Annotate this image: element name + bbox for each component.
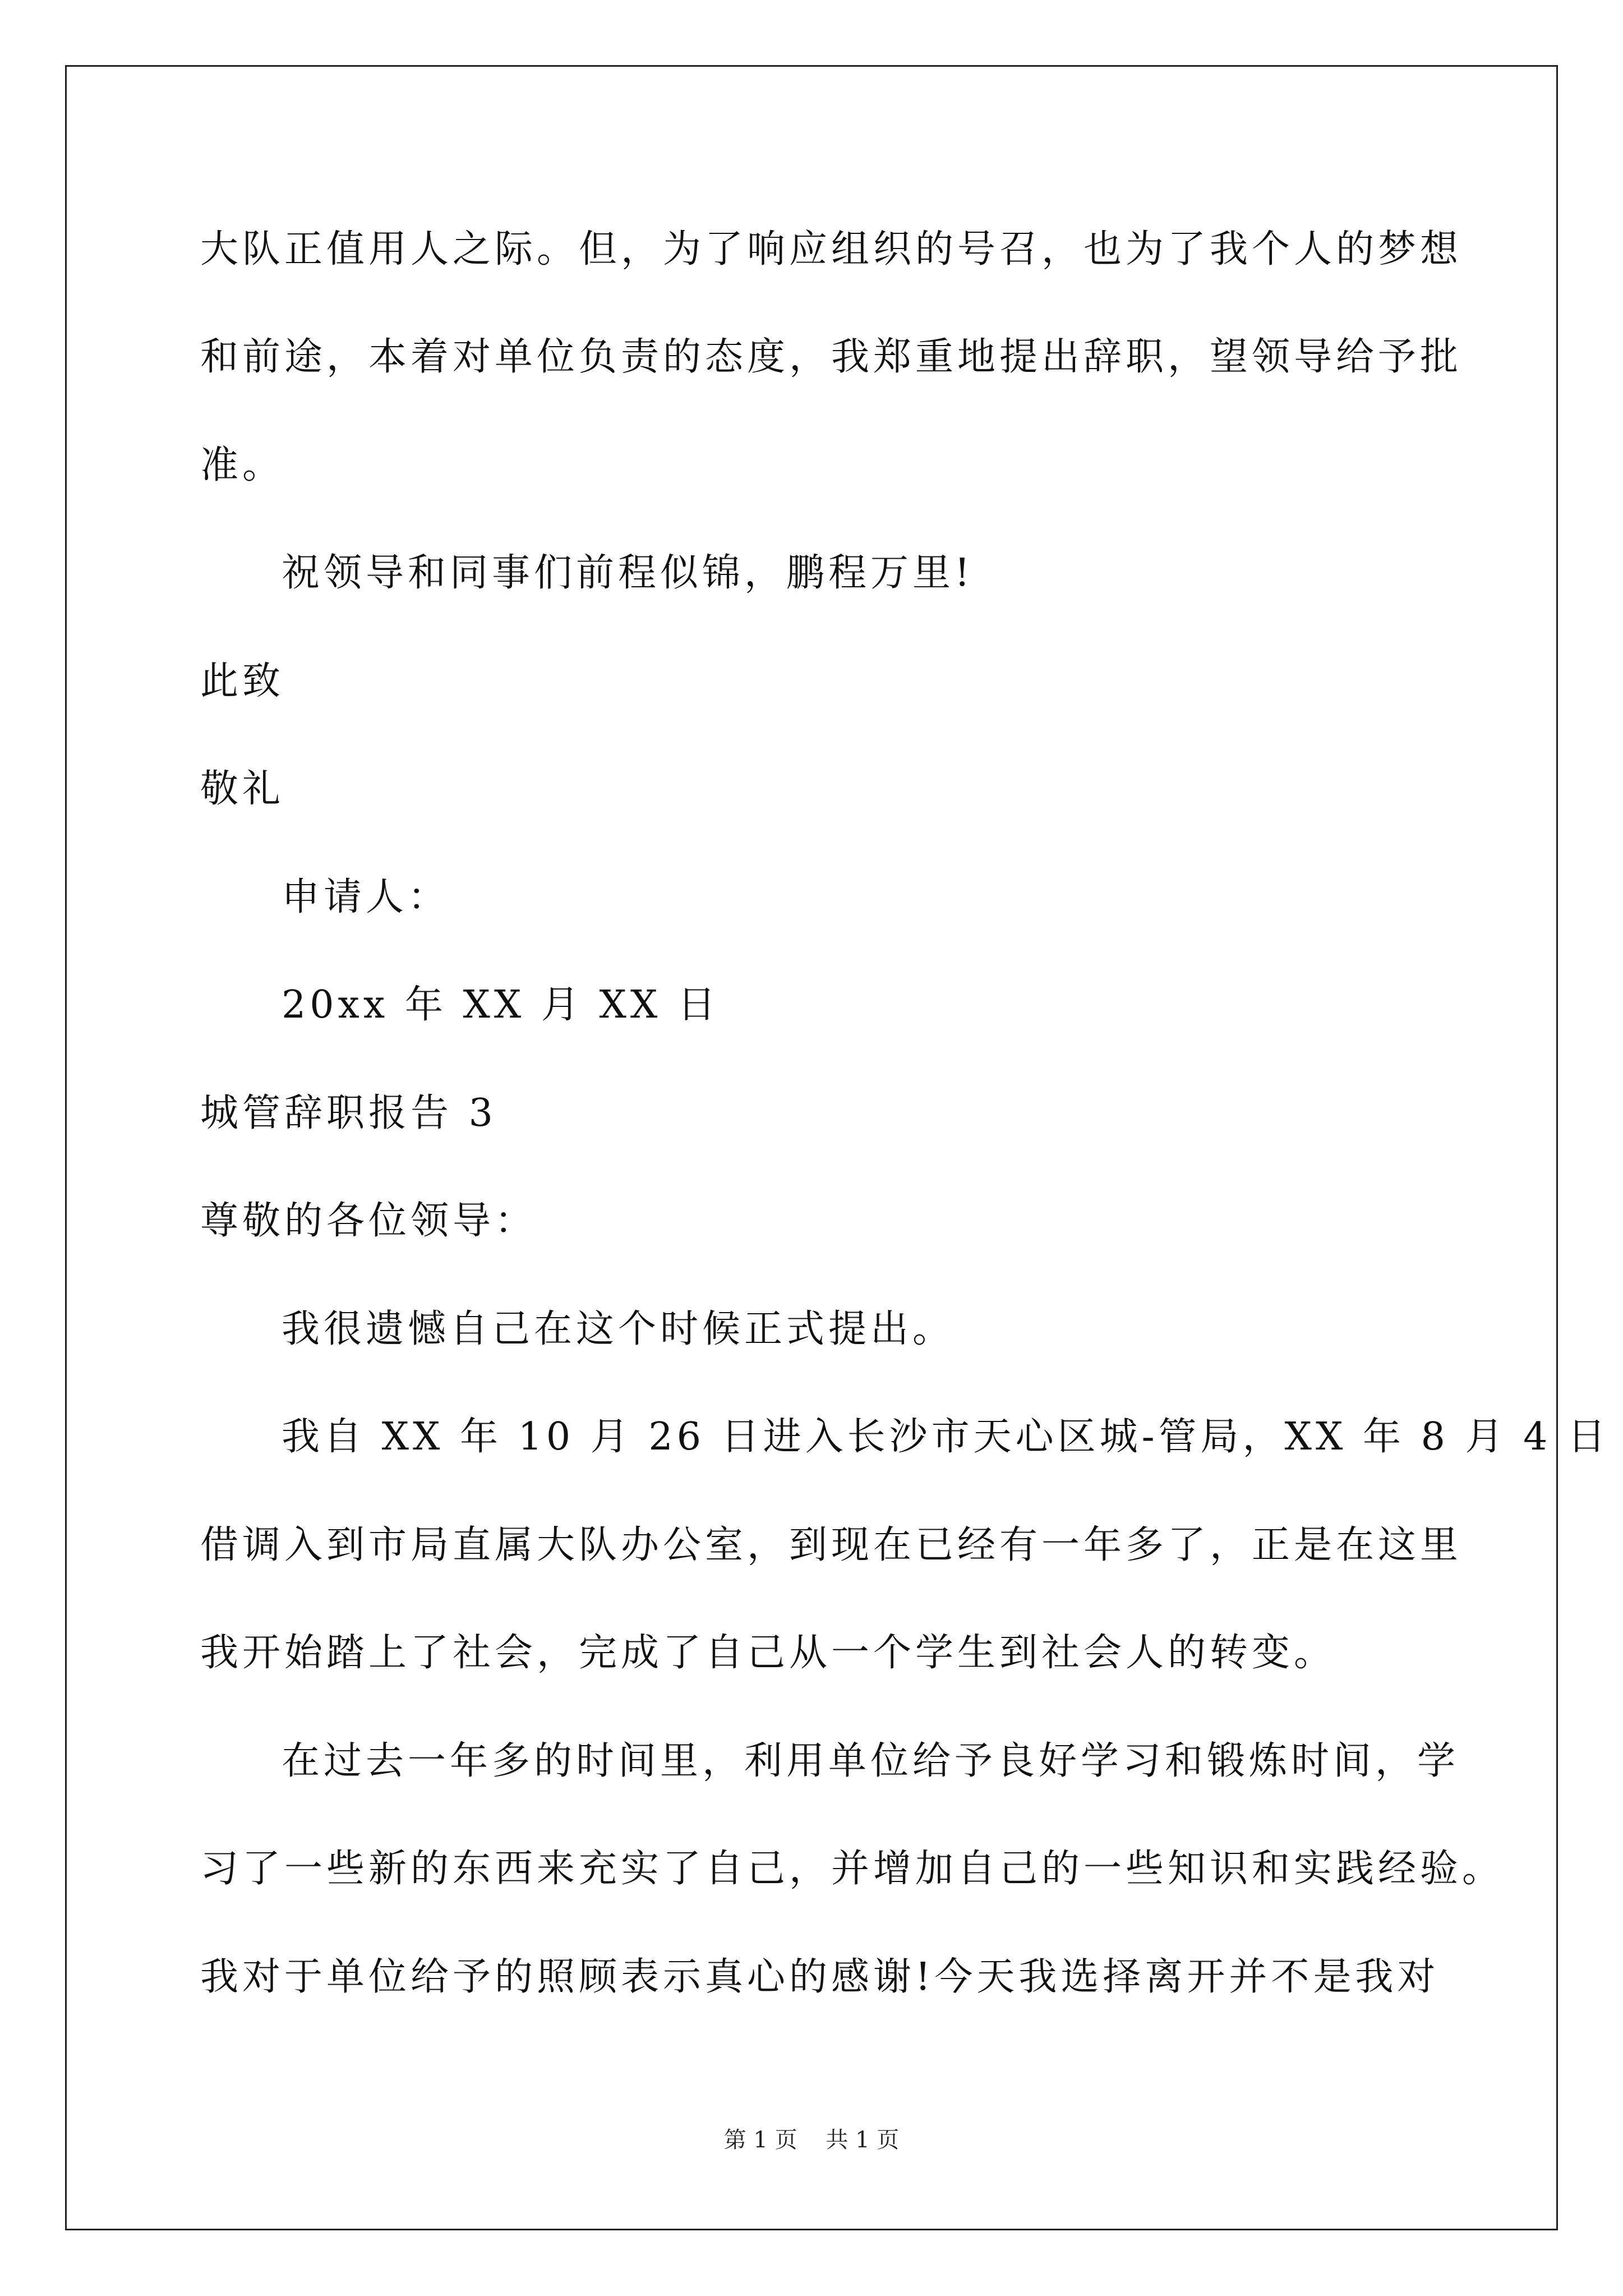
text-line: 祝领导和同事们前程似锦，鹏程万里! (282, 551, 974, 595)
text-line: 准。 (200, 443, 285, 487)
text-line: 我自 XX 年 10 月 26 日进入长沙市天心区城-管局，XX 年 8 月 4 日 (282, 1415, 1610, 1459)
text-line: 大队正值用人之际。但，为了响应组织的号召，也为了我个人的梦想 (200, 227, 1463, 272)
text-line: 习了一些新的东西来充实了自己，并增加自己的一些知识和实践经验。 (200, 1847, 1505, 1891)
text-line: 我很遗憾自己在这个时候正式提出。 (282, 1307, 955, 1351)
closing-salutation: 此致 (200, 659, 285, 703)
text-line: 和前途，本着对单位负责的态度，我郑重地提出辞职，望领导给予批 (200, 335, 1463, 379)
applicant-label: 申请人： (282, 875, 450, 919)
text-line: 借调入到市局直属大队办公室，到现在已经有一年多了，正是在这里 (200, 1523, 1463, 1567)
text-line: 在过去一年多的时间里，利用单位给予良好学习和锻炼时间，学 (282, 1739, 1460, 1783)
text-line: 我对于单位给予的照顾表示真心的感谢!今天我选择离开并不是我对 (200, 1955, 1440, 1999)
date-line: 20xx 年 XX 月 XX 日 (282, 983, 720, 1027)
text-line: 我开始踏上了社会，完成了自己从一个学生到社会人的转变。 (200, 1631, 1336, 1675)
greeting: 尊敬的各位领导： (200, 1199, 537, 1243)
closing-regards: 敬礼 (200, 767, 285, 811)
section-title: 城管辞职报告 3 (200, 1091, 497, 1135)
page-border (65, 65, 1558, 2230)
page-footer: 第 1 页 共 1 页 (723, 2127, 900, 2153)
